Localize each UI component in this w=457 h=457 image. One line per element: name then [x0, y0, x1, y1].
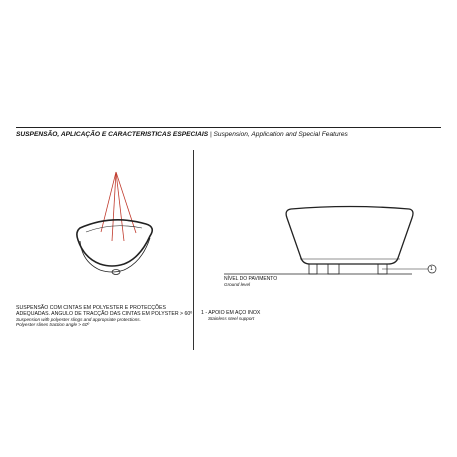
steel-support: [328, 264, 339, 274]
sling-line: [116, 172, 124, 241]
seat-inner-rim: [86, 226, 142, 232]
seat-body-left: [77, 220, 152, 275]
legend-pt: 1 - APOIO EM AÇO INOX: [201, 310, 261, 316]
sling-line: [101, 172, 116, 232]
seat-side-outline: [286, 207, 413, 265]
caption-en-line-2: Polyester slines traction angle > 60º: [16, 322, 90, 327]
sling-line: [112, 172, 116, 241]
section-title: SUSPENSÃO, APLICAÇÃO E CARACTERISTICAS ESPECIAIS: [16, 131, 209, 138]
steel-support: [309, 264, 317, 274]
seat-body-right: [224, 207, 436, 275]
ground-label-en: Ground level: [224, 282, 251, 287]
section-subtitle: Suspension, Application and Special Features: [213, 131, 348, 138]
section-separator: |: [209, 131, 212, 138]
caption-en-line-1: Suspension with polyester slings and appropriate protections.: [16, 317, 141, 322]
ground-label-pt: NÍVEL DO PAVIMENTO: [224, 276, 278, 282]
polyester-slings: [101, 172, 136, 241]
seat-base: [80, 238, 150, 272]
caption-pt-line-1: SUSPENSÃO COM CINTAS EM POLYESTER E PROTECÇÕES: [16, 305, 166, 311]
caption-pt-line-2: ADEQUADAS. ANGULO DE TRACÇÃO DAS CINTAS EM POLYSTER > 60º: [16, 311, 193, 317]
callout-number: 1: [430, 265, 433, 272]
legend-en: Stainless steel support: [208, 316, 255, 321]
seat-outline: [77, 220, 152, 266]
sling-line: [116, 172, 136, 233]
